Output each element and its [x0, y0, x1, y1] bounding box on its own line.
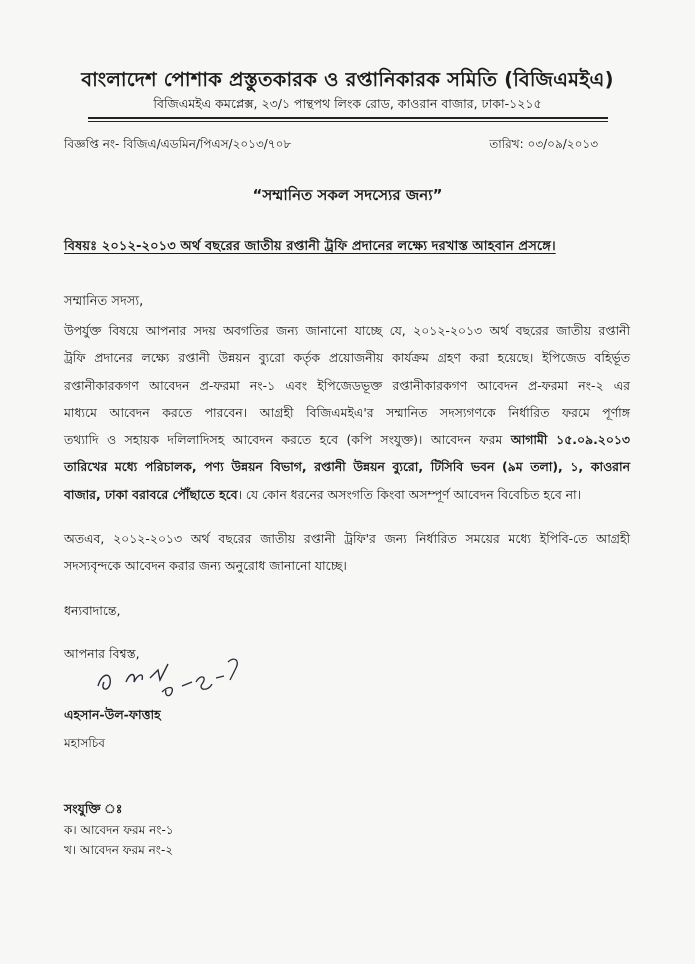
- salutation: সম্মানিত সদস্য,: [64, 294, 144, 309]
- signer-title: মহাসচিব: [64, 736, 105, 750]
- enclosures-label: সংযুক্তি ঃ: [64, 801, 123, 816]
- paragraph-text: । যে কোন ধরনের অসংগতি কিংবা অসম্পূর্ণ আবেদন বিবেচিত হবে না।: [237, 486, 582, 502]
- handwritten-signature: [92, 642, 252, 702]
- reference-number: বিজ্ঞপ্তি নং- বিজিএ/এডমিন/পিএস/২০১৩/৭০৮: [64, 137, 292, 151]
- letter-date: তারিখ: ০৩/০৯/২০১৩: [489, 137, 598, 151]
- paragraph-line: [64, 426, 630, 453]
- yours-faithfully: আপনার বিশ্বস্ত,: [64, 646, 140, 661]
- paragraph-line: উপর্যুক্ত বিষয়ে আপনার সদয় অবগতির জন্য জানানো যাচ্ছে যে, ২০১২-২০১৩ অর্থ বছরের জাতীয় রপ্তানী: [64, 323, 630, 338]
- paragraph-line: [64, 481, 630, 508]
- paragraph-text: তথ্যাদি ও সহায়ক দলিলাদিসহ আবেদন করতে হবে (কপি সংযুক্ত)। আবেদন ফরম: [64, 432, 511, 448]
- paragraph-line: অতএব, ২০১২-২০১৩ অর্থ বছরের জাতীয় রপ্তানী ট্রফি'র জন্য নির্ধারিত সময়ের মধ্যে ইপিবি-তে আগ্রহী: [64, 531, 630, 546]
- organization-name: বাংলাদেশ পোশাক প্রস্তুতকারক ও রপ্তানিকারক সমিতি (বিজিএমইএ): [81, 68, 614, 91]
- body-paragraph-2: [64, 525, 630, 580]
- paragraph-line: ট্রফি প্রদানের লক্ষ্যে রপ্তানী উন্নয়ন ব্যুরো কর্তৃক প্রয়োজনীয় কার্যক্রম গ্রহণ করা হয়েছে। ইপিজেড বহির্ভূত: [64, 350, 630, 366]
- letterhead-rule-thin: [88, 121, 608, 122]
- paragraph-line: তারিখের মধ্যে পরিচালক, পণ্য উন্নয়ন বিভাগ, রপ্তানী উন্নয়ন ব্যুরো, টিসিবি ভবন (৯ম তলা), ১, কাওরান: [64, 459, 630, 475]
- body-paragraph-1: [64, 317, 630, 508]
- letterhead-rule-thick: [88, 117, 608, 119]
- paragraph-line: মাধ্যমে আবেদন করতে পারবেন। আগ্রহী বিজিএমইএ'র সম্মানিত সদস্যগণকে নির্ধারিত ফরমে পূর্ণাঙ্গ: [64, 404, 630, 420]
- deadline-text: আগামী ১৫.০৯.২০১৩: [510, 432, 630, 448]
- subject-line: বিষয়ঃ ২০১২-২০১৩ অর্থ বছরের জাতীয় রপ্তানী ট্রফি প্রদানের লক্ষ্যে দরখাস্ত আহবান প্রসঙ্গে।: [64, 239, 556, 254]
- closing-text: ধন্যবাদান্তে,: [64, 603, 121, 618]
- enclosure-item: ক। আবেদন ফরম নং-১: [64, 823, 174, 837]
- submission-text: বাজার, ঢাকা বরাবরে পৌঁছাতে হবে: [64, 486, 238, 502]
- enclosure-item: খ। আবেদন ফরম নং-২: [64, 843, 174, 857]
- letter-heading: “সম্মানিত সকল সদস্যের জন্য”: [252, 186, 443, 204]
- signer-name: এহসান-উল-ফাত্তাহ: [64, 707, 161, 722]
- organization-address: বিজিএমইএ কমপ্লেক্স, ২৩/১ পান্থপথ লিংক রোড, কাওরান বাজার, ঢাকা-১২১৫: [153, 96, 542, 111]
- paragraph-line: রপ্তানীকারকগণ আবেদন প্র-ফরমা নং-১ এবং ইপিজেডভূক্ত রপ্তানীকারকগণ আবেদন প্র-ফরমা নং-২ এর: [64, 377, 630, 393]
- paragraph-line: সদস্যবৃন্দকে আবেদন করার জন্য অনুরোধ জানানো যাচ্ছে।: [64, 558, 347, 574]
